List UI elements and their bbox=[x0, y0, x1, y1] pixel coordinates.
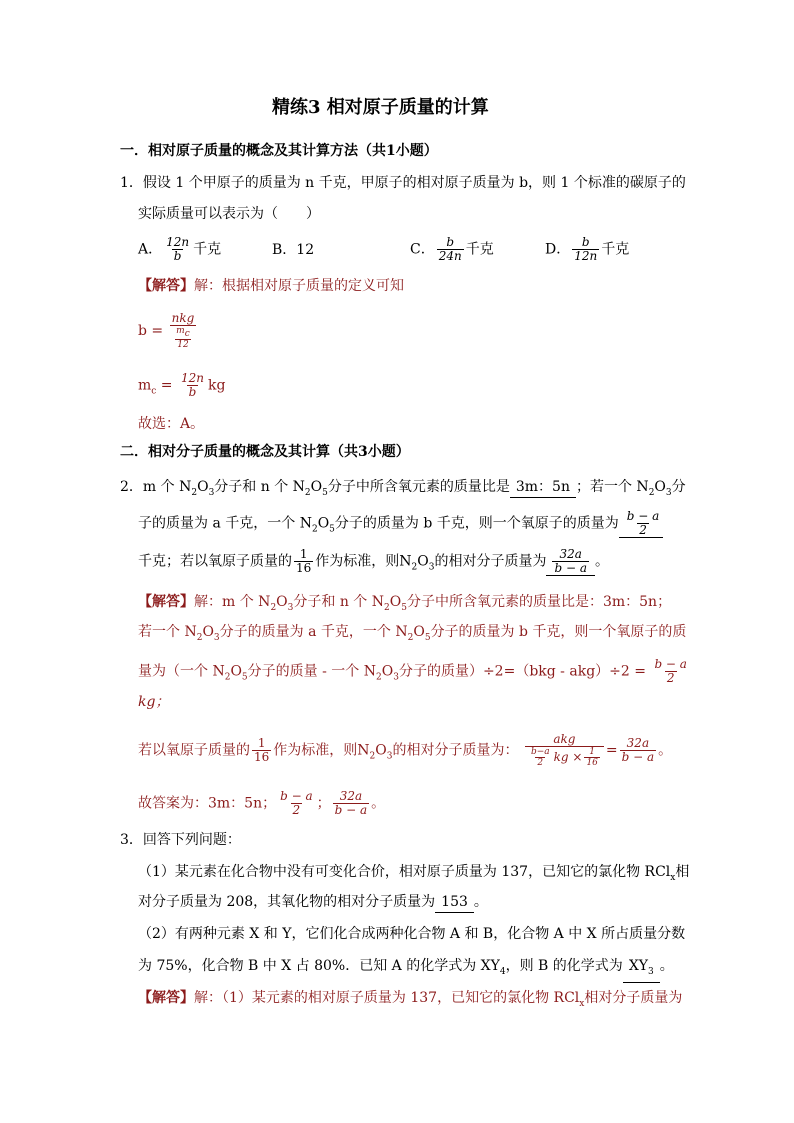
q3-part1-line-2: 对分子质量为 208，其氧化物的相对分子质量为 153 。 bbox=[138, 892, 488, 913]
q1-line-2: 实际质量可以表示为（ ） bbox=[138, 206, 320, 222]
q3-part1-line-1: （1）某元素在化合物中没有可变化合价，相对原子质量为 137，已知它的氯化物 RCl$_x$相 bbox=[138, 864, 690, 883]
q1-answer: 【解答】解：根据相对原子质量的定义可知 bbox=[138, 278, 404, 294]
q2-answer-line-4: kg； bbox=[138, 694, 170, 710]
q2-answer-line-3: 量为（一个 $N_2O_5$分子的质量 - 一个 $N_2O_3$分子的质量）÷2=（bkg - akg）÷2 = $\frac{b - a}{2}$ bbox=[138, 657, 687, 685]
q3-answer-line-1: 【解答】解：（1）某元素的相对原子质量为 137，已知它的氯化物 RCl$_x$相对分子质量为 bbox=[138, 990, 683, 1009]
q1-option-b: B．12 bbox=[272, 242, 315, 258]
section-heading-1: 一．相对原子质量的概念及其计算方法（共1小题） bbox=[120, 143, 438, 159]
q2-answer-line-2: 若一个 $N_2O_3$分子的质量为 a 千克，一个 $N_2O_5$分子的质量为 b 千克，则一个氧原子的质 bbox=[138, 624, 687, 643]
q3-heading: 3．回答下列问题： bbox=[120, 832, 241, 848]
q1-choice: 故选：A。 bbox=[138, 416, 205, 432]
q2-final-answer: 故答案为：3m：5n； $\frac{b - a}{2}$ ； $\frac{32a}{b - a}$ 。 bbox=[138, 789, 386, 817]
q3-part2-line-1: （2）有两种元素 X 和 Y，它们化合成两种化合物 A 和 B，化合物 A 中 X 所占质量分数 bbox=[138, 926, 686, 942]
section-heading-2: 二．相对分子质量的概念及其计算（共3小题） bbox=[120, 444, 410, 460]
q2-answer-line-5: 若以氧原子质量的 $\frac{1}{16}$ 作为标准，则$N_2O_3$的相对分子质量为： akg $\frac{b-a}{2}$ kg × $\frac{1}{16}$ = $\frac{32a}{b - a}$ 。 bbox=[138, 732, 673, 768]
q1-eq-1: b = $\frac{\text{nkg}}{\frac{m_c}{12}}$ bbox=[138, 311, 195, 350]
q2-line-1: 2．m 个 $N_2O_3$分子和 n 个 $N_2O_5$分子中所含氧元素的质量比是 3m：5n ；若一个 $N_2O_3$分 bbox=[120, 479, 686, 498]
q1-line-1: 1．假设 1 个甲原子的质量为 n 千克，甲原子的相对原子质量为 b，则 1 个标准的碳原子的 bbox=[120, 175, 686, 191]
q1-eq-2: $m_c$ = $\frac{12n}{b}$ kg bbox=[138, 371, 226, 399]
q1-option-c: C． $\frac{b}{24n}$ 千克 bbox=[410, 235, 494, 263]
q2-line-3: 千克；若以氧原子质量的 $\frac{1}{16}$ 作为标准，则$N_2O_3$的相对分子质量为 $\frac{32a}{b - a}$ 。 bbox=[138, 547, 610, 575]
q1-option-a: A． $\frac{12n}{b}$ 千克 bbox=[138, 235, 222, 263]
page-title: 精练3 相对原子质量的计算 bbox=[272, 97, 489, 118]
q1-option-d: D． $\frac{b}{12n}$ 千克 bbox=[545, 235, 630, 263]
q2-line-2: 子的质量为 a 千克，一个 $N_2O_5$分子的质量为 b 千克，则一个氧原子的质量为 $\frac{b - a}{2}$ bbox=[138, 510, 663, 539]
q2-answer-line-1: 【解答】解：m 个 $N_2O_3$分子和 n 个 $N_2O_5$分子中所含氧元素的质量比是：3m：5n； bbox=[138, 594, 672, 613]
q3-part2-line-2: 为 75%，化合物 B 中 X 占 80%．已知 A 的化学式为 $XY_4$，则 B 的化学式为 $XY_3$ 。 bbox=[138, 956, 674, 983]
